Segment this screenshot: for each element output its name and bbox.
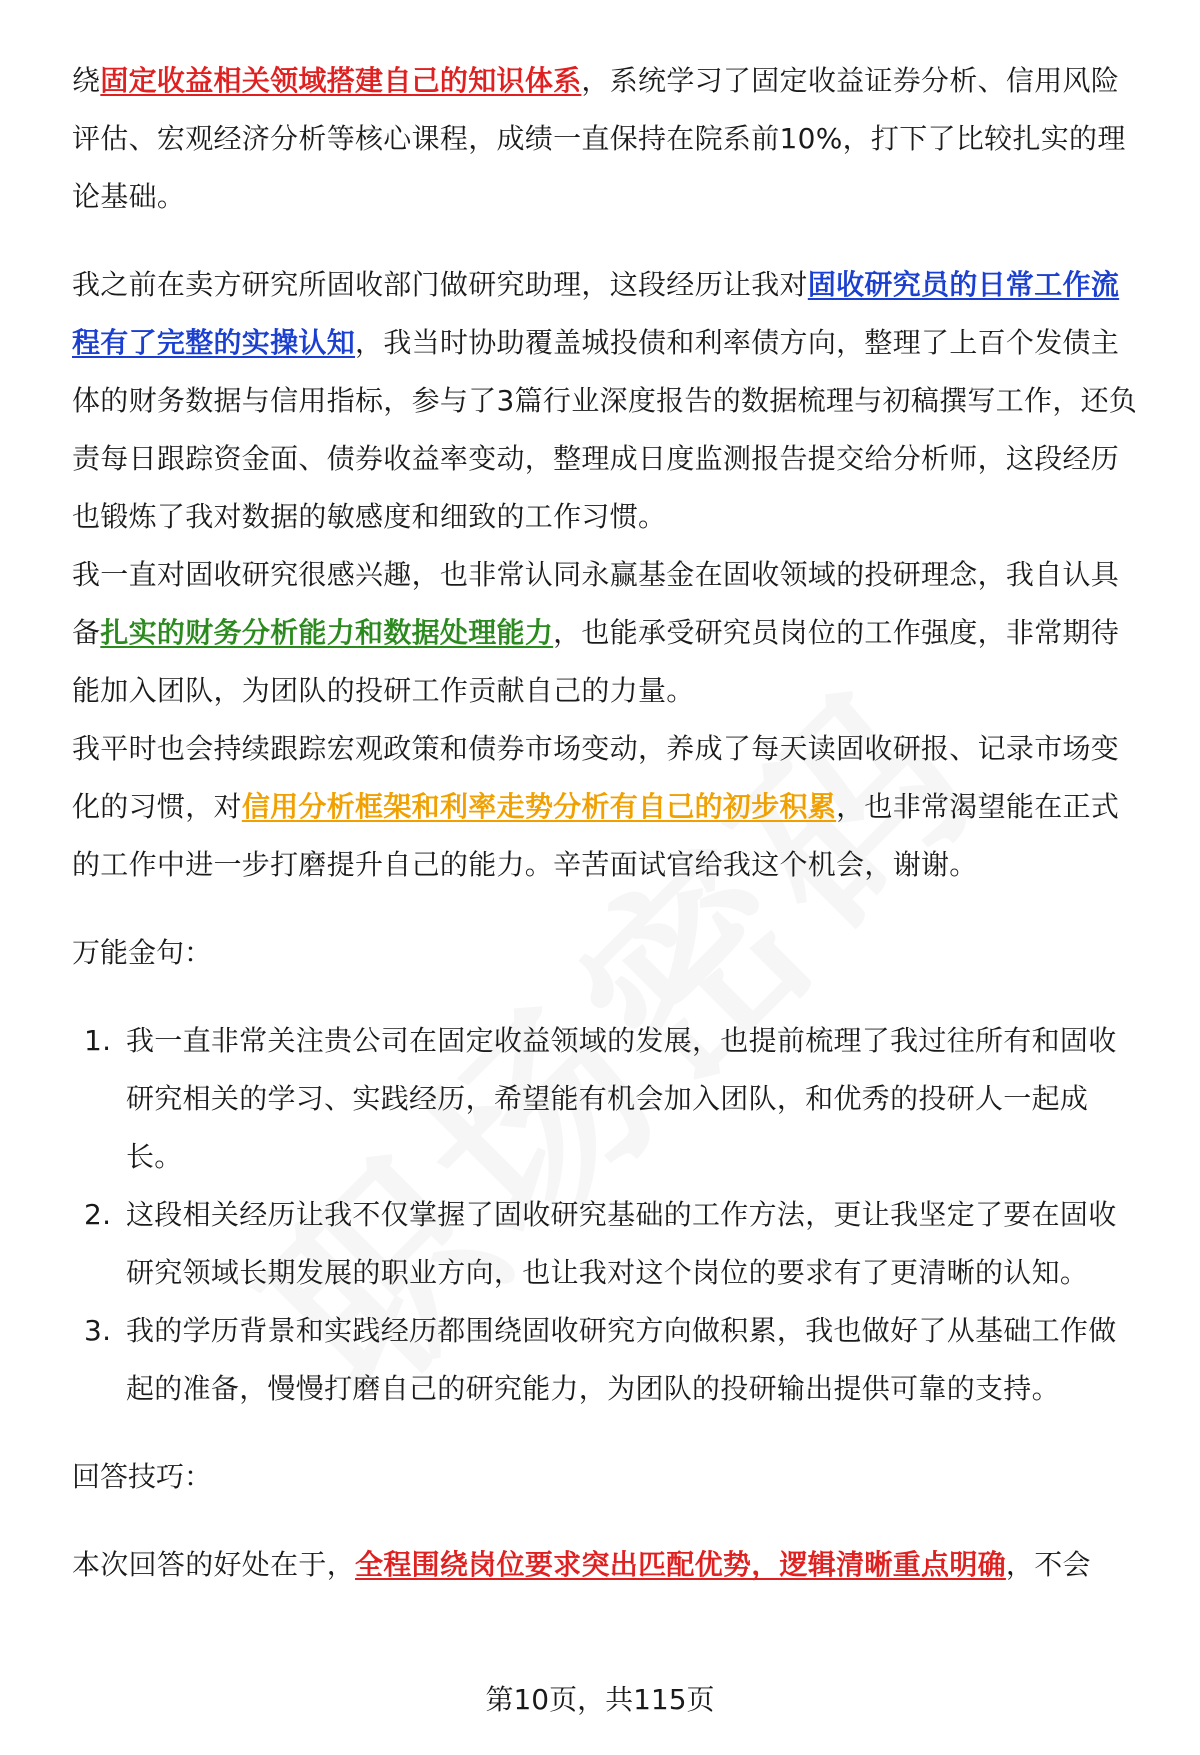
paragraph-motivation [72,546,1142,720]
golden-sentences-heading: 万能金句： [72,936,213,969]
paragraph-text: 我一直对固收研究很感兴趣，也非常认同永赢基金在固收领域的投研理念，我自认具备 [72,558,1120,649]
paragraph-text: 我之前在卖方研究所固收部门做研究助理，这段经历让我对 [72,268,808,301]
list-number: 1. [84,1024,112,1057]
paragraph-experience [72,256,1142,546]
list-item [72,1186,1142,1302]
highlight-red: 全程围绕岗位要求突出匹配优势，逻辑清晰重点明确 [355,1548,1006,1581]
answer-tips-heading: 回答技巧： [72,1460,213,1493]
paragraph-text: 本次回答的好处在于， [72,1548,356,1581]
highlight-red: 固定收益相关领域搭建自己的知识体系 [100,64,582,97]
highlight-blue: 固收研究员的日常工作流程有了完整的实操认知 [72,268,1120,359]
highlight-green: 扎实的财务分析能力和数据处理能力 [100,616,554,649]
list-number: 3. [84,1314,112,1347]
page-number: 第10页，共115页 [485,1683,715,1716]
list-item [72,1012,1142,1186]
paragraph-knowledge [72,52,1142,226]
list-item-text: 我一直非常关注贵公司在固定收益领域的发展，也提前梳理了我过往所有和固收研究相关的学习、实践经历，希望能有机会加入团队，和优秀的投研人一起成长。 [126,1024,1117,1173]
paragraph-text: 我平时也会持续跟踪宏观政策和债券市场变动，养成了每天读固收研报、记录市场变化的习惯，对 [72,732,1120,823]
paragraph-tips [72,1536,1142,1594]
paragraph-text: ，不会 [1005,1548,1091,1581]
paragraph-text: 绕 [72,64,101,97]
document-body [72,52,1142,1594]
paragraph-text: ，系统学习了固定收益证券分析、信用风险评估、宏观经济分析等核心课程，成绩一直保持在院系前10%，打下了比较扎实的理论基础。 [72,64,1126,213]
paragraph-habits [72,720,1142,894]
list-item-text: 这段相关经历让我不仅掌握了固收研究基础的工作方法，更让我坚定了要在固收研究领域长期发展的职业方向，也让我对这个岗位的要求有了更清晰的认知。 [126,1198,1117,1289]
list-item-text: 我的学历背景和实践经历都围绕固收研究方向做积累，我也做好了从基础工作做起的准备，慢慢打磨自己的研究能力，为团队的投研输出提供可靠的支持。 [126,1314,1117,1405]
golden-sentences-list [72,1012,1142,1418]
paragraph-text: ，也非常渴望能在正式的工作中进一步打磨提升自己的能力。辛苦面试官给我这个机会，谢谢。 [72,790,1120,881]
paragraph-text: ，也能承受研究员岗位的工作强度，非常期待能加入团队，为团队的投研工作贡献自己的力量。 [72,616,1120,707]
list-item [72,1302,1142,1418]
list-number: 2. [84,1198,112,1231]
paragraph-text: ，我当时协助覆盖城投债和利率债方向，整理了上百个发债主体的财务数据与信用指标，参与了3篇行业深度报告的数据梳理与初稿撰写工作，还负责每日跟踪资金面、债券收益率变动，整理成日度监测报告提交给分析师，这段经历也锻炼了我对数据的敏感度和细致的工作习惯。 [72,326,1138,533]
highlight-orange: 信用分析框架和利率走势分析有自己的初步积累 [241,790,837,823]
